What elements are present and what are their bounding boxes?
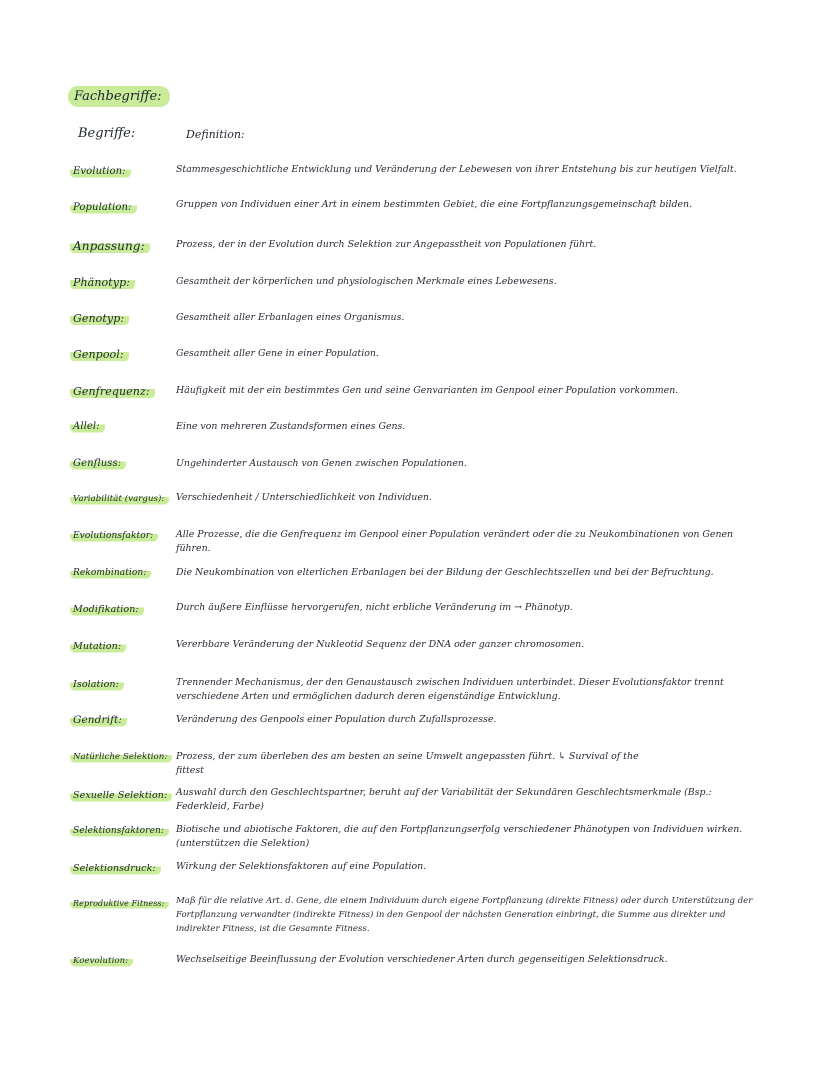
- definition-genfluss: Ungehinderter Austausch von Genen zwischen Populationen.: [176, 458, 467, 469]
- definition-natuerliche-selektion: Prozess, der zum überleben des am besten an seine Umwelt angepassten führt. ↳ Survival of the fittest: [176, 751, 639, 776]
- term-allel: Allel:: [70, 420, 105, 433]
- term-mutation: Mutation:: [70, 640, 126, 653]
- definition-koevolution: Wechselseitige Beeinflussung der Evolution verschiedener Arten durch gegenseitigen Selektionsdruck.: [176, 954, 668, 965]
- definition-selektionsdruck: Wirkung der Selektionsfaktoren auf eine Population.: [176, 861, 427, 872]
- term-genfluss: Genfluss:: [70, 457, 126, 470]
- term-gendrift: Gendrift:: [70, 713, 127, 727]
- definition-evolutionsfaktor: Alle Prozesse, die die Genfrequenz im Genpool einer Population verändert oder die zu Neukombinationen von Genen führen.: [176, 529, 734, 554]
- term-evolutionsfaktor: Evolutionsfaktor:: [70, 530, 158, 542]
- term-population: Population:: [70, 201, 137, 214]
- term-anpassung: Anpassung:: [70, 238, 150, 254]
- term-phaenotyp: Phänotyp:: [70, 275, 135, 290]
- definition-sexuelle-selektion: Auswahl durch den Geschlechtspartner, beruht auf der Variabilität der Sekundären Geschlechtsmerkmale (Bsp.: Federkleid, Farbe): [176, 787, 712, 812]
- definition-reproduktive-fitness: Maß für die relative Art. d. Gene, die einem Individuum durch eigene Fortpflanzung (direkte Fitness) oder durch Unterstützung der Fortpflanzung verwandter (indirekte Fitness) in den Genpool der nächsten Generation einbringt, die Summe aus direkter und indirekter Fitness, ist die Gesamnte Fitness.: [176, 896, 753, 934]
- definition-column-heading: Definition:: [186, 128, 245, 141]
- term-variabilitaet: Variabilität (vargus):: [70, 493, 169, 505]
- definition-selektionsfaktoren: Biotische und abiotische Faktoren, die auf den Fortpflanzungserfolg verschiedener Phänotypen von Individuen wirken. (unterstützen die Selektion): [176, 824, 743, 849]
- definition-modifikation: Durch äußere Einflüsse hervorgerufen, nicht erbliche Veränderung im → Phänotyp.: [176, 602, 573, 613]
- definition-genpool: Gesamtheit aller Gene in einer Population.: [176, 348, 379, 359]
- definition-mutation: Vererbbare Veränderung der Nukleotid Sequenz der DNA oder ganzer chromosomen.: [176, 639, 585, 650]
- definition-evolution: Stammesgeschichtliche Entwicklung und Veränderung der Lebewesen von ihrer Entstehung bis zur heutigen Vielfalt.: [176, 164, 737, 175]
- definition-phaenotyp: Gesamtheit der körperlichen und physiologischen Merkmale eines Lebewesens.: [176, 276, 557, 287]
- term-selektionsfaktoren: Selektionsfaktoren:: [70, 825, 169, 837]
- term-isolation: Isolation:: [70, 678, 124, 691]
- term-genpool: Genpool:: [70, 347, 129, 362]
- term-genotyp: Genotyp:: [70, 311, 129, 326]
- definition-population: Gruppen von Individuen einer Art in einem bestimmten Gebiet, die eine Fortpflanzungsgemeinschaft bilden.: [176, 199, 693, 210]
- definition-anpassung: Prozess, der in der Evolution durch Selektion zur Angepasstheit von Populationen führt.: [176, 239, 597, 250]
- definition-rekombination: Die Neukombination von elterlichen Erbanlagen bei der Bildung der Geschlechtszellen und bei der Befruchtung.: [176, 567, 714, 578]
- term-natuerliche-selektion: Natürliche Selektion:: [70, 751, 172, 763]
- definition-genotyp: Gesamtheit aller Erbanlagen eines Organismus.: [176, 312, 405, 323]
- term-genfrequenz: Genfrequenz:: [70, 384, 155, 399]
- definition-gendrift: Veränderung des Genpools einer Population durch Zufallsprozesse.: [176, 714, 497, 725]
- term-selektionsdruck: Selektionsdruck:: [70, 862, 161, 875]
- definition-allel: Eine von mehreren Zustandsformen eines Gens.: [176, 421, 406, 432]
- term-sexuelle-selektion: Sexuelle Selektion:: [70, 789, 172, 802]
- definition-isolation: Trennender Mechanismus, der den Genaustausch zwischen Individuen unterbindet. Dieser Evolutionsfaktor trennt verschiedene Arten und ermöglichen dadurch deren eigenständige Entwicklung.: [176, 677, 724, 702]
- term-modifikation: Modifikation:: [70, 603, 144, 616]
- definition-genfrequenz: Häufigkeit mit der ein bestimmtes Gen und seine Genvarianten im Genpool einer Population vorkommen.: [176, 385, 679, 396]
- terms-column-heading: Begriffe:: [78, 126, 136, 141]
- term-rekombination: Rekombination:: [70, 567, 151, 579]
- term-koevolution: Koevolution:: [70, 955, 133, 967]
- term-reproduktive-fitness: Reproduktive Fitness:: [70, 898, 169, 909]
- page-title: Fachbegriffe:: [68, 86, 170, 107]
- definition-variabilitaet: Verschiedenheit / Unterschiedlichkeit von Individuen.: [176, 492, 432, 503]
- term-evolution: Evolution:: [70, 165, 131, 178]
